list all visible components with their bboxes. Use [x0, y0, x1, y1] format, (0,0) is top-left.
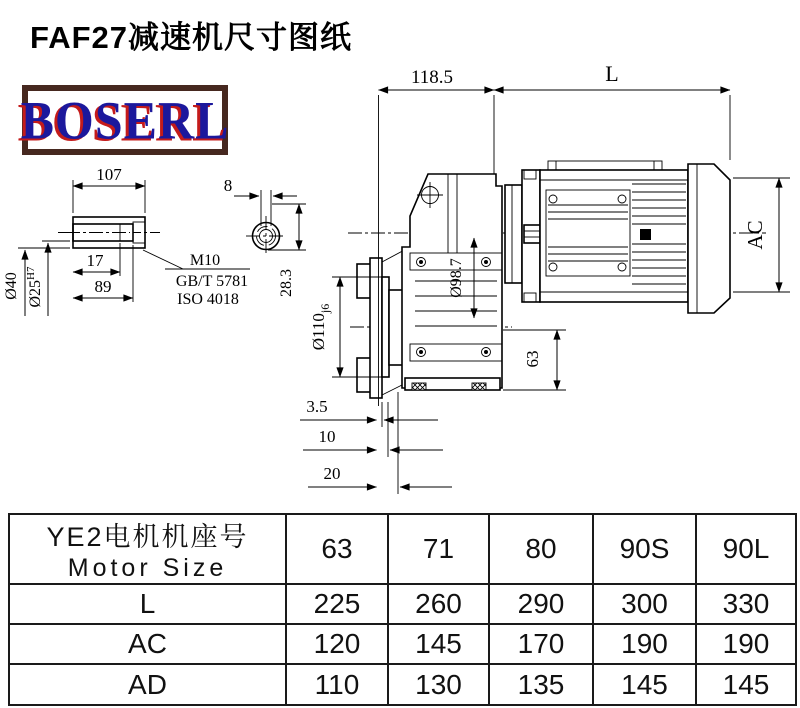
dim-28-3-label: 28.3	[278, 269, 295, 297]
flange-depth-dimensions	[300, 392, 452, 494]
cell-AC-90S: 190	[593, 624, 696, 664]
col-90S: 90S	[593, 514, 696, 584]
thread-note-gbt: GB/T 5781	[175, 273, 249, 290]
boserl-logo-text: BOSERL	[20, 89, 230, 151]
cell-L-90L: 330	[696, 584, 796, 624]
col-80: 80	[489, 514, 593, 584]
header-motor-size-cell	[9, 514, 286, 584]
table-row-AD	[9, 664, 796, 705]
dim-L-label: L	[605, 61, 619, 86]
cell-L-71: 260	[388, 584, 489, 624]
page-title: FAF27减速机尺寸图纸	[30, 20, 353, 55]
col-71: 71	[388, 514, 489, 584]
cell-L-90S: 300	[593, 584, 696, 624]
dim-d40-label: Ø40	[3, 272, 20, 300]
row-label-L: L	[9, 584, 286, 624]
shaft-detail-view	[3, 165, 250, 316]
thread-note-iso: ISO 4018	[177, 291, 239, 308]
cell-AD-90S: 145	[593, 664, 696, 705]
cell-AC-90L: 190	[696, 624, 796, 664]
cell-AC-63: 120	[286, 624, 388, 664]
dim-89-label: 89	[94, 277, 112, 296]
header-en: Motor Size	[67, 554, 228, 582]
dim-d25h7-label: $Ø25^{H7}$	[25, 266, 44, 308]
dim-107-label: 107	[96, 165, 122, 184]
cell-AD-71: 130	[388, 664, 489, 705]
dim-118-5-label: 118.5	[410, 67, 454, 88]
dim-8-label: 8	[223, 176, 233, 195]
cell-L-63: 225	[286, 584, 388, 624]
col-90L: 90L	[696, 514, 796, 584]
main-view	[300, 61, 790, 494]
cell-AD-80: 135	[489, 664, 593, 705]
dim-AC-label: AC	[743, 220, 767, 250]
col-63: 63	[286, 514, 388, 584]
dim-10-label: 10	[318, 427, 336, 446]
dim-3-5-label: 3.5	[306, 397, 328, 416]
motor-size-table	[8, 513, 797, 706]
dim-d110j6-label: $Ø110_{j6}$	[309, 303, 332, 351]
cell-L-80: 290	[489, 584, 593, 624]
cell-AC-80: 170	[489, 624, 593, 664]
table-row-L	[9, 584, 796, 624]
cell-AD-90L: 145	[696, 664, 796, 705]
dim-d98-7-label: Ø98.7	[448, 258, 465, 298]
table-row-AC	[9, 624, 796, 664]
dim-20-label: 20	[323, 464, 341, 483]
dim-17-label: 17	[86, 251, 104, 270]
motor	[505, 161, 730, 313]
row-label-AC: AC	[9, 624, 286, 664]
dim-63-label: 63	[523, 350, 542, 368]
table-header-row	[9, 514, 796, 584]
header-cn: YE2电机机座号	[46, 522, 249, 552]
cell-AD-63: 110	[286, 664, 388, 705]
thread-note-m10: M10	[189, 252, 221, 269]
row-label-AD: AD	[9, 664, 286, 705]
cell-AC-71: 145	[388, 624, 489, 664]
